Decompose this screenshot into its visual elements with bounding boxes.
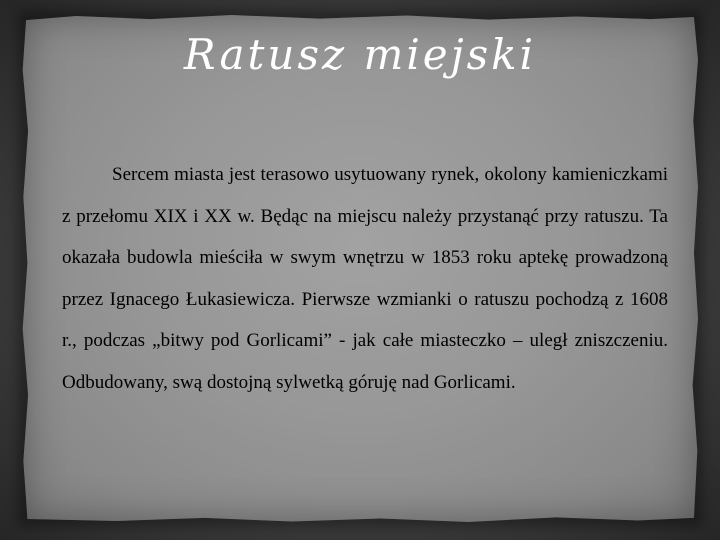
body-paragraph: Sercem miasta jest terasowo usytuowany rynek, okolony kamieniczkami z przełomu XIX i XX w. Będąc na miejscu należy przystanąć przy ratuszu. Ta okazała budowla mieściła w swym wnętrzu w 1853 roku aptekę prowadzoną przez Ignacego Łukasiewicza. Pierwsze wzmianki o ratuszu pochodzą z 1608 r., podczas „bitwy pod Gorlicami” - jak całe miasteczko – uległ zniszczeniu. Odbudowany, swą dostojną sylwetką góruję nad Gorlicami. <box>62 164 668 393</box>
slide-title: Ratusz miejski <box>183 30 537 79</box>
